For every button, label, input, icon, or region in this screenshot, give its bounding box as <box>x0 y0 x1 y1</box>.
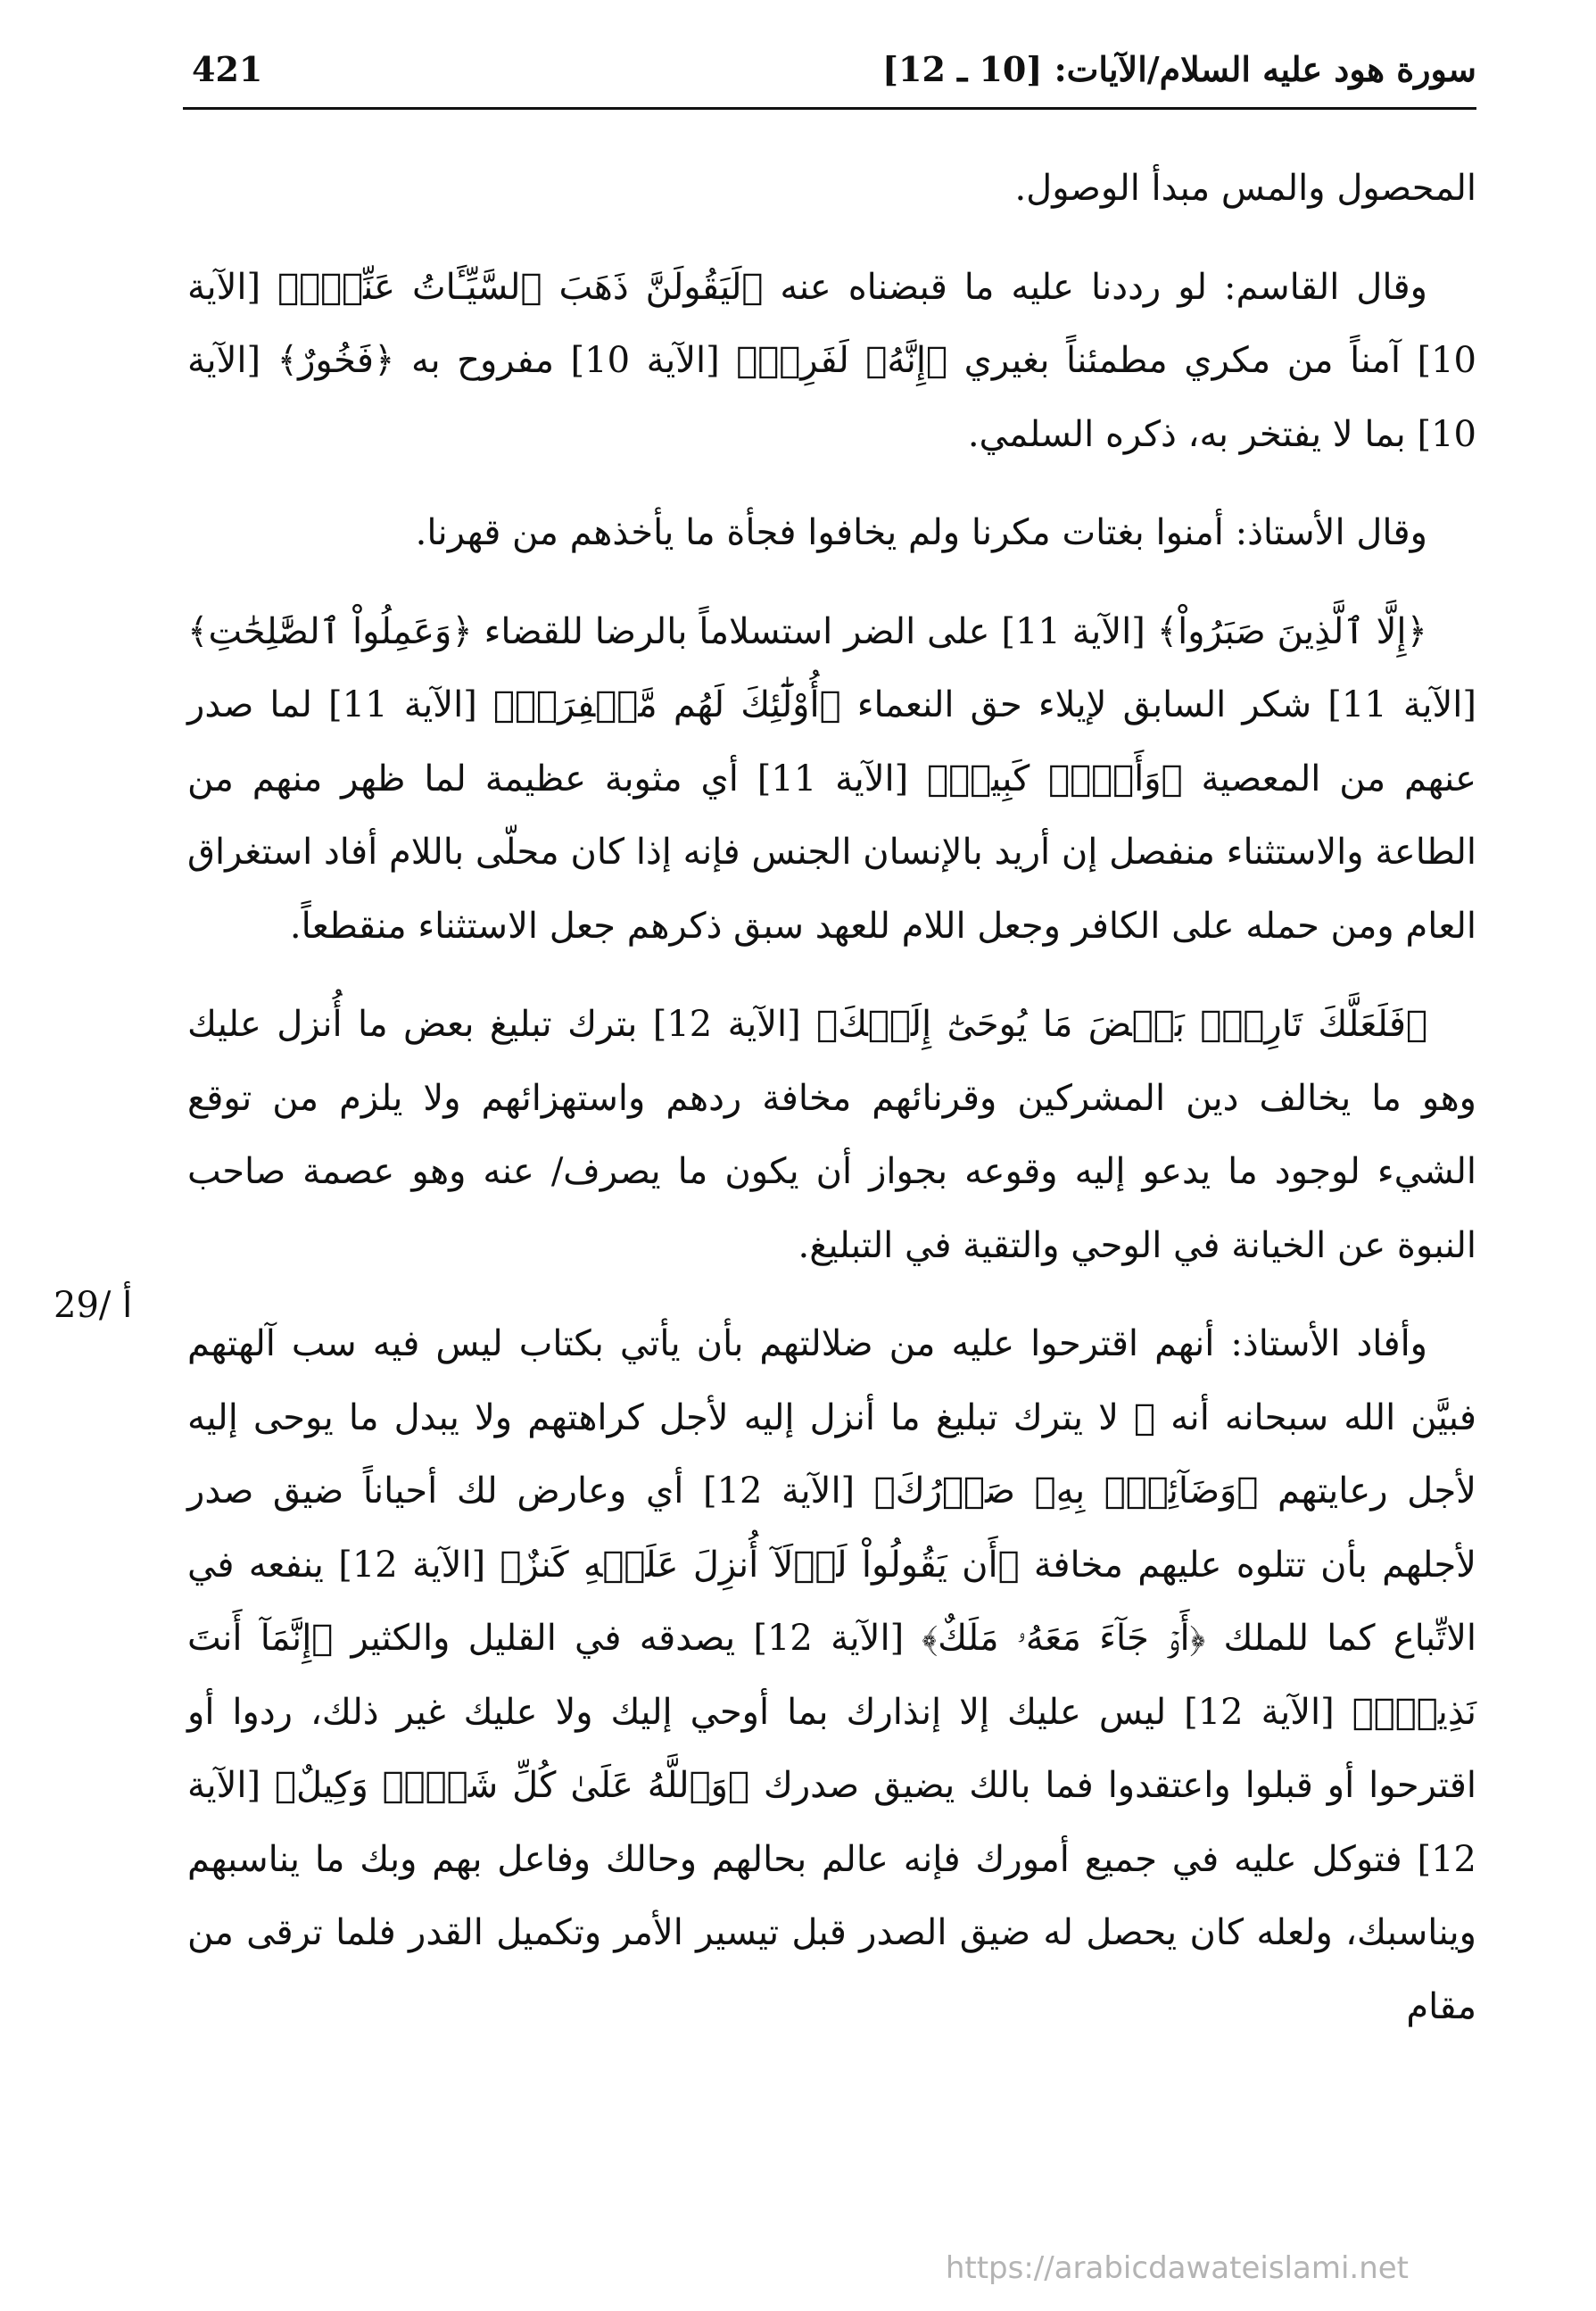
watermark-url: https://arabicdawateislami.net <box>945 2250 1409 2286</box>
paragraph: المحصول والمس مبدأ الوصول. <box>1014 168 1476 209</box>
paragraph: ﴿فَلَعَلَّكَ تَارِكُۢ بَعۡضَ مَا يُوحَىٰٓ إِلَيۡكَ﴾ [الآية 12] بترك تبليغ بعض ما أُنزل عليك وهو ما يخالف دين المشركين وقرنائهم مخافة ردهم واستهزائهم ولا يلزم من توقع الشيء لوجود ما يدعو إليه وقوعه بجواز أن يكون ما يصرف/ عنه وهو عصمة صاحب النبوة عن الخيانة في الوحي والتقية في التبليغ. <box>187 1004 1476 1266</box>
page-number: 421 <box>192 49 263 89</box>
page-body <box>187 152 1476 2068</box>
page-header <box>183 49 1476 112</box>
header-rule <box>183 107 1476 110</box>
paragraph: ﴿إِلَّا ٱلَّذِينَ صَبَرُواْ﴾ [الآية 11] على الضر استسلاماً بالرضا للقضاء ﴿وَعَمِلُواْ ٱلصَّٰلِحَٰتِ﴾ [الآية 11] شكر السابق لإيلاء حق النعماء ﴿أُوْلَٰٓئِكَ لَهُم مَّغۡفِرَةٞ﴾ [الآية 11] لما صدر عنهم من المعصية ﴿وَأَجۡرٞ كَبِيرٞ﴾ [الآية 11] أي مثوبة عظيمة لما ظهر منهم من الطاعة والاستثناء منفصل إن أريد بالإنسان الجنس فإنه إذا كان محلّى باللام أفاد استغراق العام ومن حمله على الكافر وجعل اللام للعهد سبق ذكرهم جعل الاستثناء منقطعاً. <box>187 610 1476 947</box>
running-title: سورة هود عليه السلام/الآيات: [10 ـ 12] <box>882 49 1476 89</box>
paragraph: وقال القاسم: لو رددنا عليه ما قبضناه عنه ﴿لَيَقُولَنَّ ذَهَبَ ٱلسَّيِّـَٔاتُ عَنِّيٓۚ﴾ [الآية 10] آمناً من مكري مطمئناً بغيري ﴿إِنَّهُۥ لَفَرِحٞ﴾ [الآية 10] مفروح به ﴿فَخُورٌ﴾ [الآية 10] بما لا يفتخر به، ذكره السلمي. <box>187 266 1476 455</box>
paragraph: وقال الأستاذ: أمنوا بغتات مكرنا ولم يخافوا فجأة ما يأخذهم من قهرنا. <box>415 512 1427 553</box>
paragraph: وأفاد الأستاذ: أنهم اقترحوا عليه من ضلالتهم بأن يأتي بكتاب ليس فيه سب آلهتهم فبيَّن الله سبحانه أنه ﷺ لا يترك تبليغ ما أنزل إليه لأجل كراهتهم ولا يبدل ما يوحى إليه لأجل رعايتهم ﴿وَضَآئِقُۢ بِهِۦ صَدۡرُكَ﴾ [الآية 12] أي وعارض لك أحياناً ضيق صدر لأجلهم بأن تتلوه عليهم مخافة ﴿أَن يَقُولُواْ لَوۡلَآ أُنزِلَ عَلَيۡهِ كَنزٌ﴾ [الآية 12] ينفعه في الاتِّباع كما للملك ﴿أَوۡ جَآءَ مَعَهُۥ مَلَكٌ﴾ [الآية 12] يصدقه في القليل والكثير ﴿إِنَّمَآ أَنتَ نَذِيرٞۚ﴾ [الآية 12] ليس عليك إلا إنذارك بما أوحي إليك ولا عليك غير ذلك، ردوا أو اقترحوا أو قبلوا واعتقدوا فما بالك يضيق صدرك ﴿وَٱللَّهُ عَلَىٰ كُلِّ شَيۡءٖ وَكِيلٌ﴾ [الآية 12] فتوكل عليه في جميع أمورك فإنه عالم بحالهم وحالك وفاعل بهم وبك ما يناسبهم ويناسبك، ولعله كان يحصل له ضيق الصدر قبل تيسير الأمر وتكميل القدر فلما ترقى من مقام <box>187 1323 1476 2027</box>
manuscript-folio-note: 29/ أ <box>54 1285 133 1326</box>
